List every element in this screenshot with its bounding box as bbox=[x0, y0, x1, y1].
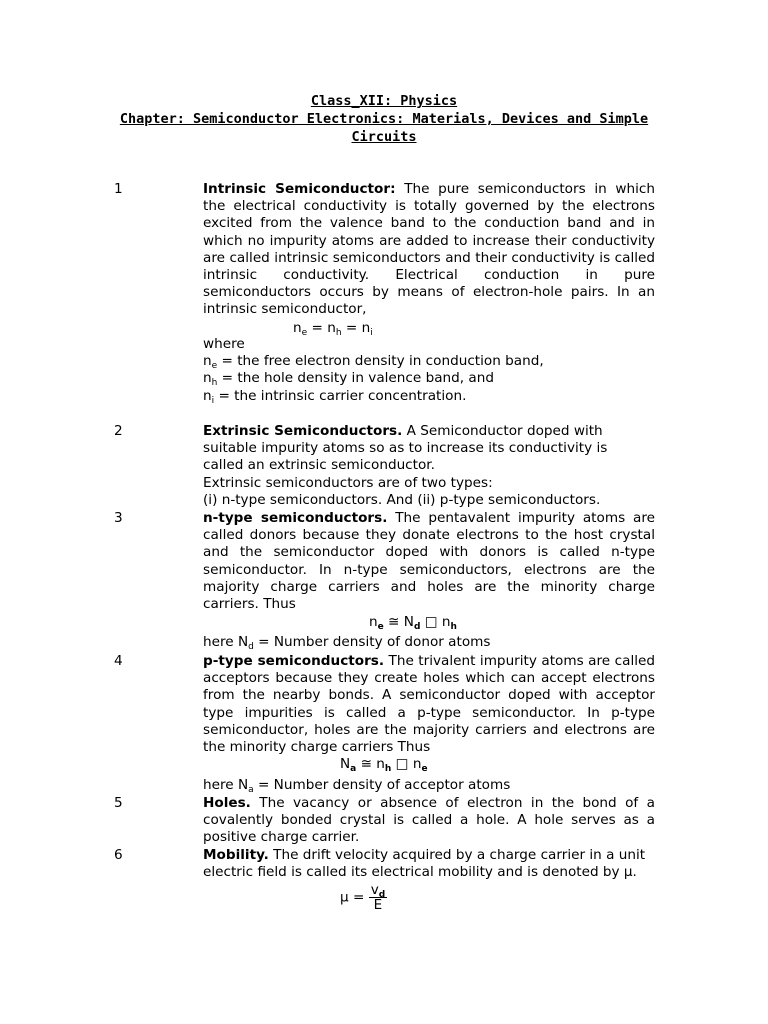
class-title: Class_XII: Physics bbox=[310, 93, 458, 109]
item-2-line3: (i) n-type semiconductors. And (ii) p-type semiconductors. bbox=[203, 491, 601, 508]
item-4-body: The trivalent impurity atoms are called acceptors because they create holes which can accept electrons from the nearby bonds. A semiconductor doped with acceptor type impurities is called a p-type semiconductor. In p-type semiconductor, holes are the majority carriers and electrons are the minority charge carriers Thus bbox=[203, 653, 655, 756]
definition-ni: $n_i$ = the intrinsic carrier concentration. bbox=[203, 387, 467, 406]
item-5-paragraph bbox=[203, 795, 655, 847]
item-number-3: 3 bbox=[114, 510, 123, 526]
item-1-body: The pure semiconductors in which the electrical conductivity is totally governed by the electrons excited from the valence band to the conduction band and in which no impurity atoms are added to increase their conductivity are called intrinsic semiconductors and their conductivity is called intrinsic conductivity. Electrical conduction in pure semiconductors occurs by means of electron-hole pairs. In an intrinsic semiconductor, bbox=[203, 181, 655, 318]
item-3-note: here $N_d$ = Number density of donor atoms bbox=[203, 634, 491, 652]
document-header bbox=[100, 92, 668, 146]
item-4-equation: $N_a$ ≅ $n_h$ □ $n_e$ bbox=[340, 756, 428, 774]
item-number-2: 2 bbox=[114, 423, 123, 439]
chapter-title: Chapter: Semiconductor Electronics: Materials, Devices and Simple bbox=[119, 111, 649, 127]
item-2-line2: Extrinsic semiconductors are of two types: bbox=[203, 474, 493, 491]
item-number-6: 6 bbox=[114, 847, 123, 863]
definition-ne: $n_e$ = the free electron density in conduction band, bbox=[203, 353, 544, 372]
item-4-term: p-type semiconductors. bbox=[203, 653, 385, 669]
item-6-term: Mobility. bbox=[203, 847, 269, 863]
item-1-term: Intrinsic Semiconductor: bbox=[203, 181, 396, 197]
item-1-paragraph bbox=[203, 181, 655, 319]
item-5-term: Holes. bbox=[203, 795, 251, 811]
item-4-note: here $N_a$ = Number density of acceptor atoms bbox=[203, 777, 511, 795]
definition-nh: $n_h$ = the hole density in valence band, and bbox=[203, 370, 494, 389]
item-2-paragraph bbox=[203, 423, 623, 509]
item-6-paragraph bbox=[203, 847, 655, 881]
item-3-paragraph bbox=[203, 510, 655, 613]
mobility-fraction: $\frac{v_d}{E}$ bbox=[370, 882, 386, 913]
item-6-body: The drift velocity acquired by a charge carrier in a unit electric field is called its electrical mobility and is denoted by μ. bbox=[203, 847, 646, 881]
item-5-body: The vacancy or absence of electron in the bond of a covalently bonded crystal is called a hole. A hole serves as a positive charge carrier. bbox=[203, 795, 655, 846]
item-3-term: n-type semiconductors. bbox=[203, 510, 388, 526]
item-2-body: A Semiconductor doped with suitable impurity atoms so as to increase its conductivity is called an extrinsic semiconductor. bbox=[203, 423, 608, 474]
item-2-term: Extrinsic Semiconductors. bbox=[203, 423, 403, 439]
item-number-1: 1 bbox=[114, 181, 123, 197]
item-1-definitions bbox=[203, 336, 655, 405]
item-3-body: The pentavalent impurity atoms are called donors because they donate electrons to the host crystal and the semiconductor doped with donors is called n-type semiconductor. In n-type semiconductors, electrons are the majority charge carriers and holes are the minority charge carriers. Thus bbox=[203, 510, 656, 613]
chapter-title-cont: Circuits bbox=[351, 129, 417, 145]
item-number-4: 4 bbox=[114, 653, 123, 669]
item-6-equation: μ = $\frac{v_d}{E}$ bbox=[340, 882, 386, 913]
item-1-equation: $n_e = n_h = n_i$ bbox=[293, 320, 373, 338]
item-4-paragraph bbox=[203, 653, 655, 756]
item-number-5: 5 bbox=[114, 795, 123, 811]
where-label: where bbox=[203, 336, 245, 352]
item-3-equation: $n_e$ ≅ $N_d$ □ $n_h$ bbox=[369, 614, 457, 632]
